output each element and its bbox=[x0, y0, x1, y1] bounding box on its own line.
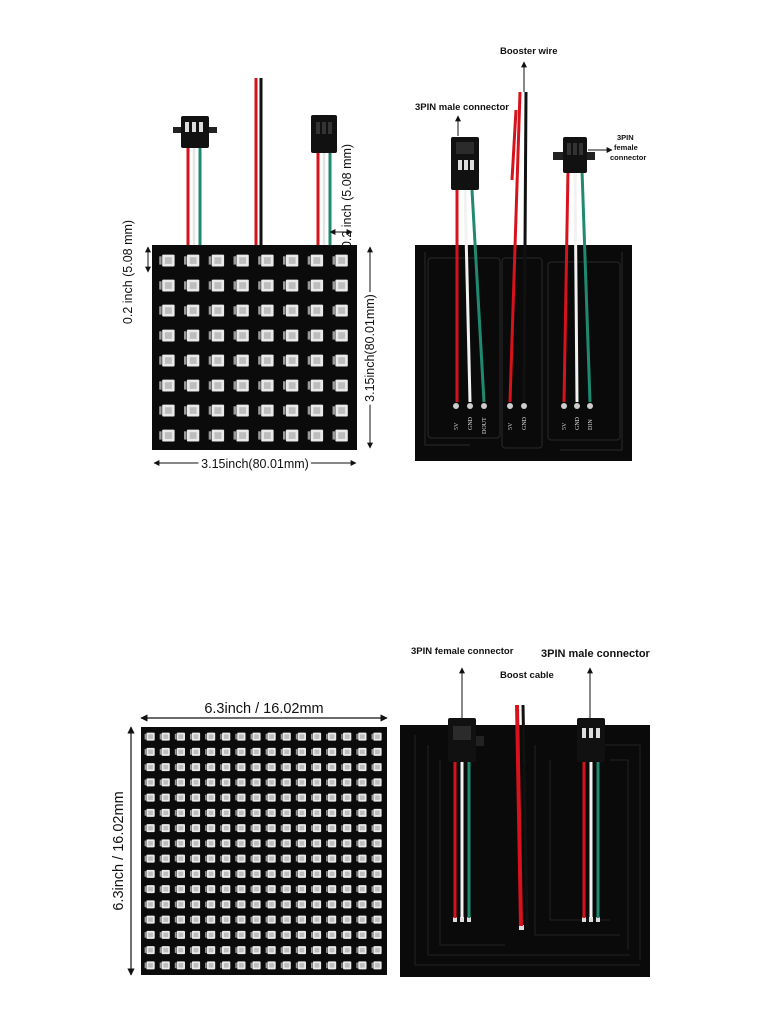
connector-female-icon bbox=[553, 137, 595, 173]
width-label-16x16: 6.3inch / 16.02mm bbox=[204, 701, 324, 717]
female-connector-label-8x8-line3: connector bbox=[610, 153, 647, 162]
height-label-8x8: 3.15inch(80.01mm) bbox=[363, 294, 377, 402]
pitch-label-top: 0.2 inch (5.08 mm) bbox=[340, 143, 354, 249]
pad-label: 5V bbox=[562, 422, 568, 430]
female-connector-label-16x16: 3PIN female connector bbox=[411, 646, 514, 657]
connector-male-icon bbox=[173, 116, 217, 148]
pad-label: GND bbox=[468, 417, 474, 430]
connector-male-icon bbox=[577, 718, 605, 762]
panel-16x16-back bbox=[400, 646, 651, 977]
pad-label: GND bbox=[575, 417, 581, 430]
front-wires-8x8 bbox=[188, 78, 330, 246]
female-connector-label-8x8: 3PIN bbox=[617, 133, 634, 142]
pad-label: DIN bbox=[588, 419, 594, 430]
male-connector-label-8x8: 3PIN male connector bbox=[415, 102, 509, 113]
male-connector-label-16x16: 3PIN male connector bbox=[541, 648, 650, 660]
panel-8x8-back bbox=[415, 46, 646, 461]
booster-wire-label: Booster wire bbox=[500, 46, 558, 57]
width-label-8x8: 3.15inch(80.01mm) bbox=[201, 457, 309, 471]
boost-cable-label: Boost cable bbox=[500, 670, 554, 681]
pad-label: DOUT bbox=[482, 417, 488, 434]
panel-8x8-front bbox=[121, 78, 377, 471]
pad-label: 5V bbox=[508, 422, 514, 430]
pitch-label-left: 0.2 inch (5.08 mm) bbox=[121, 219, 135, 325]
pad-label: 5V bbox=[454, 422, 460, 430]
pad-label: GND bbox=[522, 417, 528, 430]
connector-female-icon bbox=[311, 115, 337, 153]
connector-male-icon bbox=[451, 137, 479, 190]
panel-16x16-front bbox=[111, 701, 387, 975]
female-connector-label-8x8-line2: female bbox=[614, 143, 638, 152]
height-label-16x16: 6.3inch / 16.02mm bbox=[111, 791, 127, 911]
